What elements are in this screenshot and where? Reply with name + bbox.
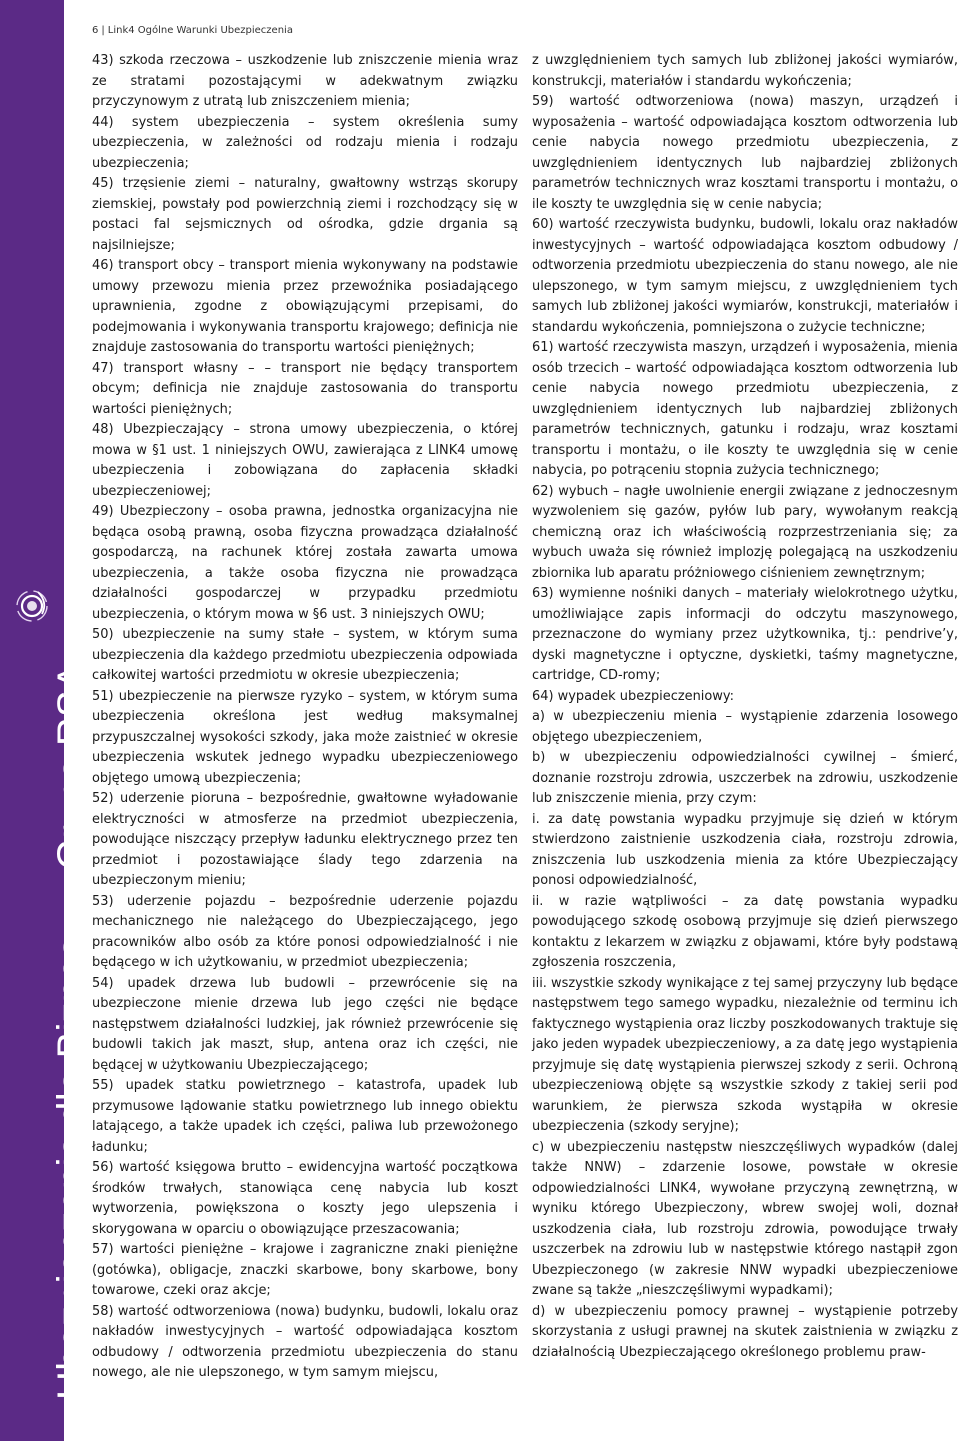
definition-paragraph: i. za datę powstania wypadku przyjmuje się dzień w którym stwierdzono zaistnienie uszkodzenia ciała, rozstroju zdrowia, zniszczenia lub uszkodzenia mienia za które Ubezpieczający ponosi odpowiedzialność,	[532, 811, 958, 888]
definition-paragraph: 52) uderzenie pioruna – bezpośrednie, gwałtowne wyładowanie elektryczności w atmosferze na przedmiot ubezpieczenia, powodujące niszczący przepływ ładunku elektrycznego przez ten przedmiot i pozostawiające ślady tego zdarzenia na ubezpieczonym mieniu;	[92, 791, 518, 888]
definition-paragraph: 53) uderzenie pojazdu – bezpośrednie uderzenie pojazdu mechanicznego nie należącego do Ubezpieczającego, jego pracowników albo osób za które ponosi odpowiedzialność i nie będącego w ich użytkowaniu, w przedmiot ubezpieczenia;	[92, 893, 518, 970]
definition-paragraph: 56) wartość księgowa brutto – ewidencyjna wartość początkowa środków trwałych, stanowiąca cenę nabycia lub koszt wytworzenia, powiększona o koszty jego ulepszenia i skorygowana w oparciu o obowiązujące przeszacowania;	[92, 1160, 518, 1237]
definition-paragraph: iii. wszystkie szkody wynikające z tej samej przyczyny lub będące następstwem tego samego wypadku, niezależnie od terminu ich faktycznego wystąpienia oraz liczby poszkodowanych traktuje się jako jeden wypadek ubezpieczeniowy, a za datę jego wystąpienia przyjmuje się datę wystąpienia pierwszej szkody z serii. Ochroną ubezpieczeniową objęte są wszystkie szkody z takiej serii pod warunkiem, że pierwsza szkoda wystąpiła w okresie ubezpieczenia (szkody seryjne);	[532, 975, 958, 1134]
definition-paragraph: 51) ubezpieczenie na pierwsze ryzyko – system, w którym suma ubezpieczenia określona jest według maksymalnej przypuszczalnej wysokości szkody, jaka może zaistnieć w okresie ubezpieczenia wskutek jednego wypadku ubezpieczeniowego objętego umową ubezpieczenia;	[92, 688, 518, 786]
definition-paragraph: 43) szkoda rzeczowa – uszkodzenie lub zniszczenie mienia wraz ze stratami pozostającymi w adekwatnym związku przyczynowym z utratą lub zniszczeniem mienia;	[92, 53, 518, 109]
definition-paragraph: z uwzględnieniem tych samych lub zbliżonej jakości wymiarów, konstrukcji, materiałów i standardu wykończenia;	[532, 53, 958, 89]
definition-paragraph: 49) Ubezpieczony – osoba prawna, jednostka organizacyjna nie będąca osobą prawną, osoba fizyczna prowadząca działalność gospodarczą, na rachunek której została zawarta umowa ubezpieczenia, a także osoba fizyczna nie prowadząca działalności gospodarczej w przypadku przedmiotu ubezpieczenia, o którym mowa w §6 ust. 3 niniejszych OWU;	[92, 504, 518, 622]
page-header	[92, 25, 293, 36]
definition-paragraph: 44) system ubezpieczenia – system określenia sumy ubezpieczenia, w zależności od rodzaju mienia i rodzaju ubezpieczenia;	[92, 114, 518, 171]
sidebar-title: Ubezpieczenia dla Biznesu – Grupa RSA	[50, 663, 94, 1400]
definition-paragraph: 60) wartość rzeczywista budynku, budowli, lokalu oraz nakładów inwestycyjnych – wartość odpowiadająca kosztom odbudowy / odtworzenia przedmiotu ubezpieczenia do stanu nowego, ale nie ulepszonego, w tym samym miejscu, z uwzględnieniem tych samych lub zbliżonej jakości wymiarów, konstrukcji, materiałów i standardu wykończenia, pomniejszona o zużycie techniczne;	[532, 217, 958, 335]
definition-paragraph: ii. w razie wątpliwości – za datę powstania wypadku powodującego szkodę osobową przyjmuje się dzień pierwszego kontaktu z lekarzem w związku z objawami, które były podstawą zgłoszenia roszczenia,	[532, 893, 958, 970]
definition-paragraph: 58) wartość odtworzeniowa (nowa) budynku, budowli, lokalu oraz nakładów inwestycyjnych – wartość odpowiadająca kosztom odbudowy / odtworzenia przedmiotu ubezpieczenia do stanu nowego, ale nie ulepszonego, w tym samym miejscu,	[92, 1303, 518, 1380]
sidebar-band	[0, 0, 94, 1441]
definition-paragraph: 54) upadek drzewa lub budowli – przewrócenie się na ubezpieczone mienie drzewa lub jego części nie będące następstwem działalności ludzkiej, jak również przewrócenie się budowli takich jak maszt, słup, antena oraz ich części, nie będącej w użytkowaniu Ubezpieczającego;	[92, 975, 518, 1073]
definition-paragraph: 61) wartość rzeczywista maszyn, urządzeń i wyposażenia, mienia osób trzecich – wartość odpowiadająca kosztom odtworzenia lub cenie nabycia nowego przedmiotu ubezpieczenia, z uwzględnieniem identycznych lub najbardziej zbliżonych parametrów technicznych, gatunku i rodzaju, wraz kosztami transportu i montażu, o ile koszty te uwzględnia się w cenie nabycia, po potrąceniu stopnia zużycia technicznego;	[532, 340, 958, 478]
definition-paragraph: 57) wartości pieniężne – krajowe i zagraniczne znaki pieniężne (gotówka), obligacje, znaczki skarbowe, bony skarbowe, bony towarowe, czeki oraz akcje;	[92, 1242, 518, 1298]
definition-paragraph: 62) wybuch – nagłe uwolnienie energii związane z jednoczesnym wyzwoleniem się gazów, pyłów lub pary, wywołanym reakcją chemiczną oraz ich właściwością rozprzestrzeniania się; za wybuch uważa się również implozję polegającą na uszkodzeniu zbiornika lub aparatu próżniowego ciśnieniem zewnętrznym;	[532, 483, 958, 581]
definition-paragraph: 59) wartość odtworzeniowa (nowa) maszyn, urządzeń i wyposażenia – wartość odpowiadająca kosztom odtworzenia lub cenie nabycia nowego przedmiotu ubezpieczenia, z uwzględnieniem identycznych lub najbardziej zbliżonych parametrów technicznych wraz kosztami transportu i montażu, o ile koszty te uwzględnia się w cenie nabycia;	[532, 94, 958, 212]
definition-paragraph: c) w ubezpieczeniu następstw nieszczęśliwych wypadków (dalej także NNW) – zdarzenie losowe, powstałe w okresie odpowiedzialności LINK4, wywołane przyczyną zewnętrzną, w wyniku którego Ubezpieczony, wbrew swojej woli, doznał uszkodzenia ciała, lub rozstroju zdrowia, powodujące trwały uszczerbek na zdrowiu lub w następstwie którego nastąpił zgon Ubezpieczonego (w zakresie NNW wypadki ubezpieczeniowe zwane są także „nieszczęśliwymi wypadkami);	[532, 1139, 958, 1298]
definition-paragraph: 64) wypadek ubezpieczeniowy:	[532, 688, 734, 704]
definition-paragraph: 50) ubezpieczenie na sumy stałe – system, w którym suma ubezpieczenia dla każdego przedmiotu ubezpieczenia odpowiada całkowitej wartości przedmiotu w okresie ubezpieczenia;	[92, 627, 518, 683]
definition-paragraph: b) w ubezpieczeniu odpowiedzialności cywilnej – śmierć, doznanie rozstroju zdrowia, uszczerbek na zdrowiu, uszkodzenie lub zniszczenie mienia, przy czym:	[532, 750, 958, 806]
definition-paragraph: 45) trzęsienie ziemi – naturalny, gwałtowny wstrząs skorupy ziemskiej, powstały pod powierzchnią ziemi i rozchodzący się w postaci fal sejsmicznych od ośrodka, gdzie drgania są najsilniejsze;	[92, 176, 518, 253]
definition-paragraph: 46) transport obcy – transport mienia wykonywany na podstawie umowy przewozu mienia przez przewoźnika posiadającego uprawnienia, zgodne z obowiązującymi przepisami, do podejmowania i wykonywania transportu krajowego; definicja nie znajduje zastosowania do transportu wartości pieniężnych;	[92, 258, 518, 355]
definition-paragraph: 47) transport własny – – transport nie będący transportem obcym; definicja nie znajduje zastosowania do transportu wartości pieniężnych;	[92, 360, 518, 417]
definition-paragraph: 48) Ubezpieczający – strona umowy ubezpieczenia, o której mowa w §1 ust. 1 niniejszych OWU, zawierająca z LINK4 umowę ubezpieczenia i zobowiązana do zapłacenia składki ubezpieczeniowej;	[92, 422, 518, 499]
document-title: Link4 Ogólne Warunki Ubezpieczenia	[107, 25, 293, 36]
definition-paragraph: 55) upadek statku powietrznego – katastrofa, upadek lub przymusowe lądowanie statku powietrznego lub innego obiektu latającego, a także upadek ich części, paliwa lub przewożonego ładunku;	[92, 1078, 518, 1155]
definition-paragraph: d) w ubezpieczeniu pomocy prawnej – wystąpienie potrzeby skorzystania z usługi prawnej na skutek zaistnienia w związku z działalnością Ubezpieczającego określonego problemu praw-	[532, 1303, 958, 1360]
left-text-column	[92, 51, 518, 1384]
definition-paragraph: 63) wymienne nośniki danych – materiały wielokrotnego użytku, umożliwiające zapis informacji do odczytu maszynowego, przeznaczone do wymiany przez użytkownika, tj.: pendrive’y, dyski magnetyczne i optyczne, dyskietki, taśmy magnetyczne, cartridge, CD-romy;	[532, 586, 958, 683]
rsa-swirl-icon	[8, 582, 56, 630]
header-separator: |	[101, 25, 105, 36]
definition-paragraph: a) w ubezpieczeniu mienia – wystąpienie zdarzenia losowego objętego ubezpieczeniem,	[532, 709, 958, 745]
page-number: 6	[92, 25, 99, 36]
right-text-column	[532, 51, 958, 1363]
